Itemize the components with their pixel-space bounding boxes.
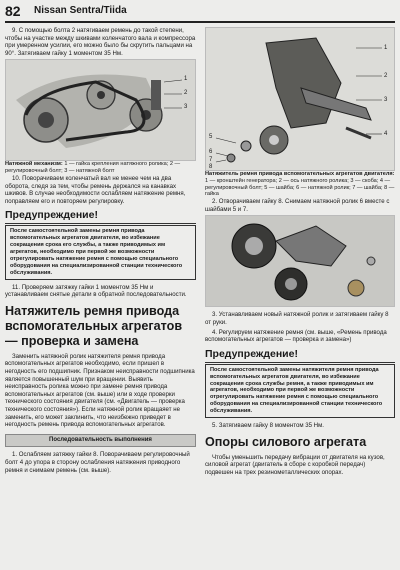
pulley-removal-photo	[205, 215, 395, 307]
callout-1: 1	[384, 45, 388, 51]
step-10-text: 10. Поворачиваем коленчатый вал не менее чем на два оборота, следя за тем, чтобы ремень держался на канавках шкивов. В случае необходимости ослабляем натяжение ремня, поправляем его и повторяем регулировку.	[5, 174, 186, 205]
step-3-text: 3. Устанавливаем новый натяжной ролик и затягиваем гайку 8 от руки.	[205, 311, 389, 326]
section-intro-text: Заменить натяжной ролик натяжителя ремня привода вспомогательных агрегатов необходимо, если пришел в негодность его подшипник. Признаком неисправности подшипника является повышенный шум при вращении. Выявить неисправность ролика можно при замене ремня привода вспомогательных агрегатов (см. выше) или в ходе проверки технического состояния двигателя (см. «Двигатель — проверка технического состояния»). Если натяжной ролик вращаяет не заменить, его может заклинить, что неизбежно приведет в негодность ремень привода вспомогательных агрегатов.	[5, 352, 195, 429]
warning-heading: Предупреждение!	[205, 348, 395, 363]
step-11-text: 11. Проверяем затяжку гайки 1 моментом 35 Нм и устанавливаем снятые детали в обратной последовательности.	[5, 283, 187, 299]
callout-3: 3	[384, 97, 388, 103]
callout-6: 6	[209, 149, 213, 155]
step-5-text: 5. Затягиваем гайку 8 моментом 35 Нм.	[212, 422, 324, 430]
callout-5: 5	[209, 134, 213, 140]
warning-box: После самостоятельной замены натяжителя ремня привода вспомогательных агрегатов двигателя, во избежание сокращения срока службы ремня, а также приводимых им агрегатов, необходимо при первой же возможности отрегулировать натяжение ремня с помощью специального оборудования на специализированной станции технического обслуживания.	[205, 364, 395, 418]
tensioner-mechanism-figure	[5, 59, 196, 161]
callout-2: 2	[184, 90, 188, 97]
callout-1: 1	[184, 76, 188, 83]
callout-7: 7	[209, 157, 213, 163]
header-rule	[5, 21, 395, 23]
procedure-heading: Последовательность выполнения	[5, 434, 196, 448]
warning-heading: Предупреждение!	[5, 209, 196, 224]
step-1-text: 1. Ослабляем затяжку гайки 8. Поворачиваем регулировочный болт 4 до упора в сторону ослабления натяжения приводного ремня и снимаем ремень (см. выше).	[5, 451, 190, 474]
running-title: Nissan Sentra/Tiida	[34, 5, 127, 16]
callout-3: 3	[184, 104, 188, 111]
figure-2-caption: Натяжитель ремня привода вспомогательных агрегатов двигателя: 1 — кронштейн генератора; 2 — ось натяжного ролика; 3 — скоба; 4 — регулировочный болт; 5 — шайба; 6 — натяжной ролик; 7 — шайба; 8 — гайка	[205, 171, 395, 198]
tensioner-exploded-figure	[205, 27, 395, 171]
section-heading-tensioner: Натяжитель ремня привода вспомогательных агрегатов — проверка и замена	[5, 303, 183, 348]
mounts-intro-text: Чтобы уменьшить передачу вибрации от двигателя на кузов, силовой агрегат (двигатель в сборе с коробкой передач) подвешен на трех резинометаллических опорах.	[205, 453, 385, 476]
tensioner-exploded-illustration	[206, 28, 394, 170]
left-column	[5, 27, 196, 474]
section-heading-mounts: Опоры силового агрегата	[205, 434, 367, 449]
callout-2: 2	[384, 73, 388, 79]
step-9-text: 9. С помощью болта 2 натягиваем ремень до такой степени, чтобы на участке между шкивами коленчатого вала и компрессора при умеренном усилии, его можно было бы скрутить пальцами на 90°. Затягиваем гайку 1 моментом 35 Нм.	[5, 27, 196, 57]
step-2-text: 2. Отворачиваем гайку 8. Снимаем натяжной ролик 6 вместе с шайбами 5 и 7.	[205, 198, 390, 213]
pulley-removal-illustration	[206, 216, 394, 306]
page-header	[0, 0, 400, 22]
belt-pulleys-illustration	[6, 60, 195, 160]
page-number: 82	[5, 3, 21, 19]
callout-4: 4	[384, 131, 388, 137]
warning-box: После самостоятельной замены ремня привода вспомогательных агрегатов двигателя, во избежание сокращения срока его службы, а также приводимых им агрегатов, необходимо при первой же возможности отрегулировать натяжение ремня с помощью специального оборудования на специализированной станции технического обслуживания.	[5, 225, 196, 279]
step-4-text: 4. Регулируем натяжение ремня (см. выше, «Ремень привода вспомогательных агрегатов — проверка и замена»)	[205, 328, 387, 344]
right-column	[205, 27, 395, 476]
callout-8: 8	[209, 164, 213, 170]
figure-1-caption: Натяжной механизм: 1 — гайка крепления натяжного ролика; 2 — регулировочный болт; 3 — натяжной болт	[5, 161, 181, 175]
